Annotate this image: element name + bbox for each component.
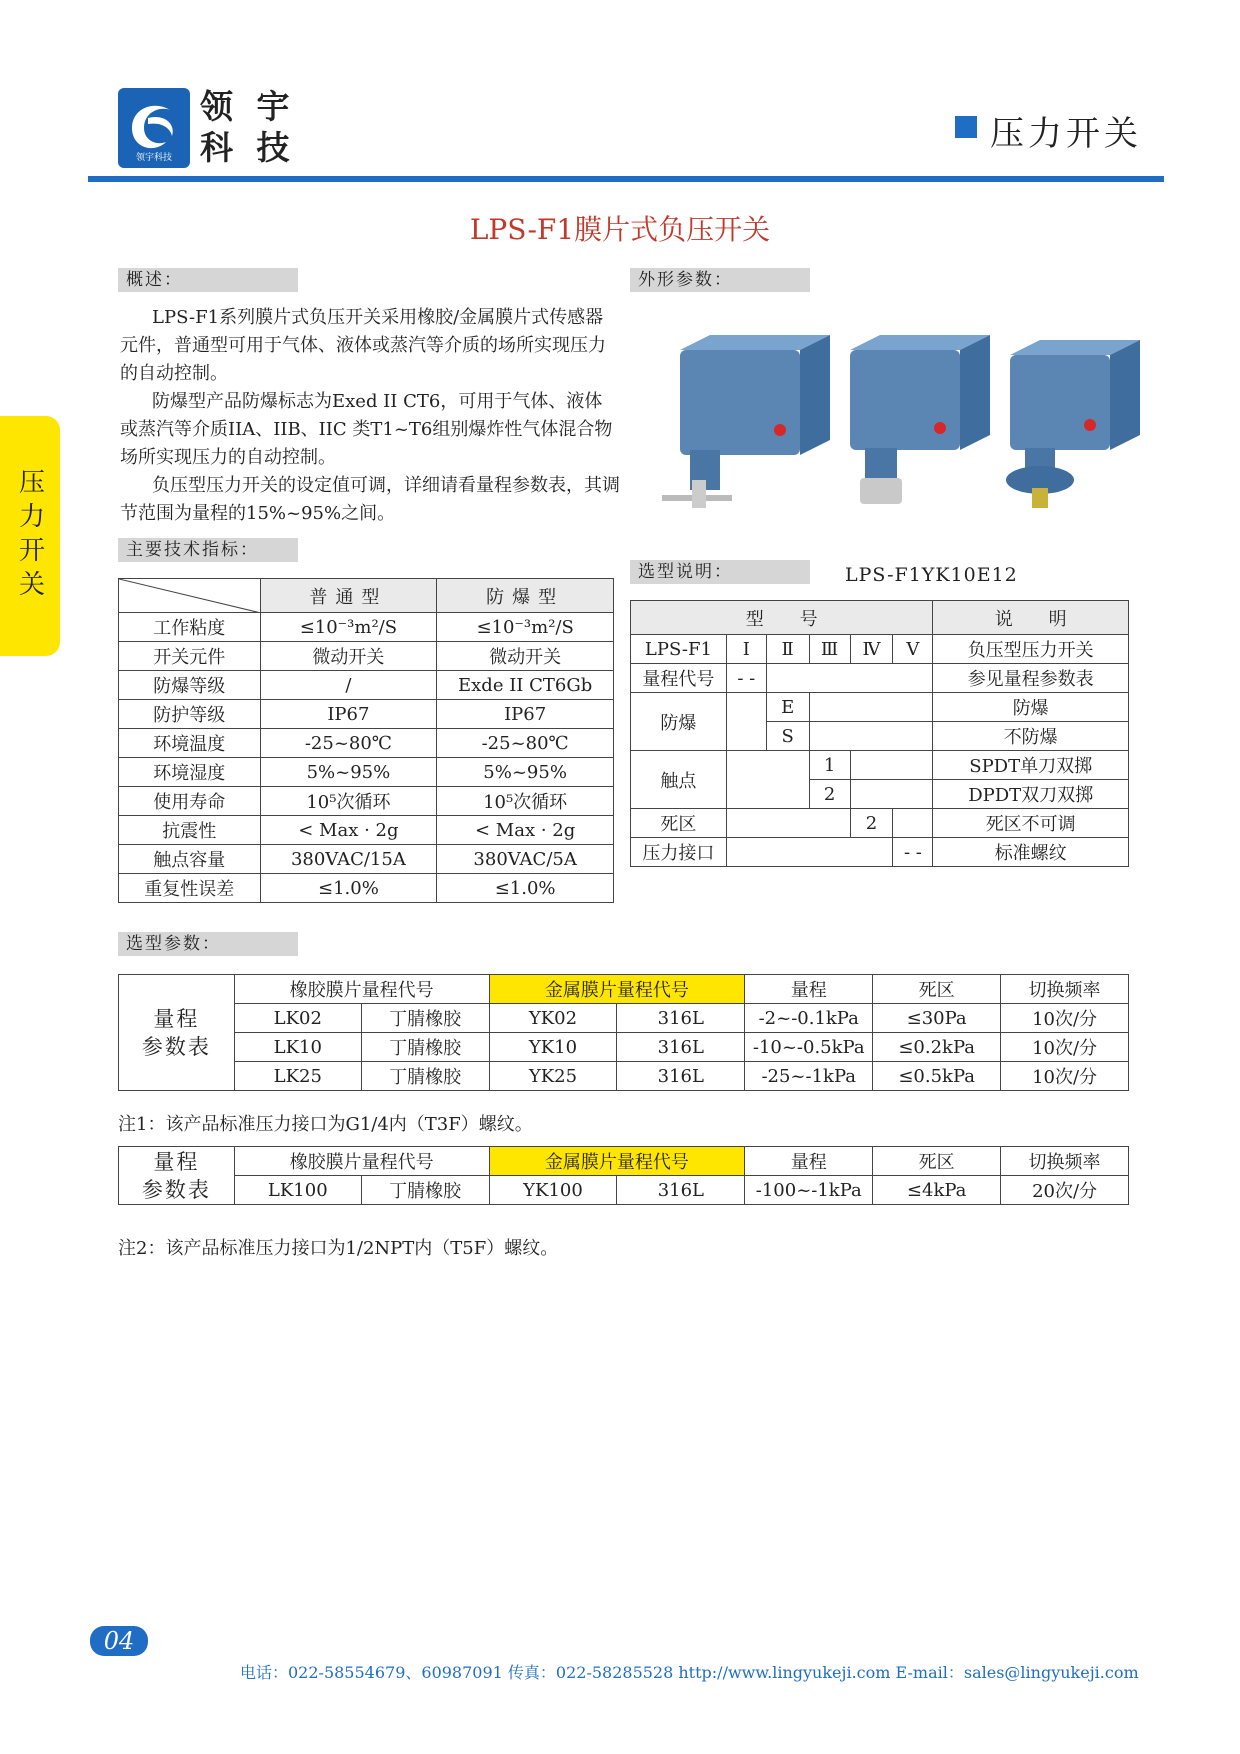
base-desc: 负压型压力开关 — [933, 635, 1129, 664]
header-frequency: 切换频率 — [1001, 975, 1129, 1004]
header-range: 量程 — [745, 975, 873, 1004]
metal-code: YK02 — [489, 1004, 617, 1033]
specs-corner-cell — [119, 579, 261, 613]
spec-value-normal: -25~80℃ — [260, 729, 437, 758]
side-tab — [0, 416, 60, 656]
deadband-label: 死区 — [631, 809, 727, 838]
deadband-value: ≤4kPa — [873, 1176, 1001, 1205]
company-logo — [118, 88, 190, 168]
page-title: LPS-F1膜片式负压开关 — [469, 213, 771, 246]
spec-name: 重复性误差 — [119, 874, 261, 903]
range-table-1 — [118, 974, 1129, 1091]
selection-header-model: 型 号 — [631, 601, 933, 635]
logo-wordmark — [200, 86, 296, 168]
spec-value-normal: < Max · 2g — [260, 816, 437, 845]
section-title: 压力开关 — [990, 114, 1142, 154]
header-divider — [88, 176, 1164, 182]
specs-header-explosion: 防爆型 — [437, 579, 614, 613]
specs-table — [118, 578, 614, 903]
range-side-line-2: 参数表 — [141, 1177, 211, 1202]
metal-material: 316L — [617, 1176, 745, 1205]
header-rubber-code: 橡胶膜片量程代号 — [234, 975, 489, 1004]
overview-label: 概述： — [118, 268, 298, 292]
roman-2: Ⅱ — [766, 635, 809, 664]
overview-text — [120, 304, 620, 528]
spec-name: 使用寿命 — [119, 787, 261, 816]
header-range: 量程 — [745, 1147, 873, 1176]
rubber-material: 丁腈橡胶 — [361, 1004, 489, 1033]
range-value: -100~-1kPa — [745, 1176, 873, 1205]
note-2: 注2：该产品标准压力接口为1/2NPT内（T5F）螺纹。 — [118, 1238, 559, 1259]
deadband-value: ≤0.5kPa — [873, 1062, 1001, 1091]
model-base: LPS-F1 — [631, 635, 727, 664]
empty-cell — [726, 751, 809, 809]
rubber-code: LK02 — [234, 1004, 361, 1033]
port-mark: - - — [893, 838, 933, 867]
table-row — [119, 642, 614, 671]
metal-code: YK25 — [489, 1062, 617, 1091]
rubber-material: 丁腈橡胶 — [361, 1033, 489, 1062]
spec-value-normal: 10⁵次循环 — [260, 787, 437, 816]
selection-header-desc: 说 明 — [933, 601, 1129, 635]
header-metal-code: 金属膜片量程代号 — [489, 1147, 745, 1176]
spec-value-normal: ≤1.0% — [260, 874, 437, 903]
table-row — [119, 671, 614, 700]
table-row — [119, 787, 614, 816]
header-deadband: 死区 — [873, 1147, 1001, 1176]
deadband-value: ≤0.2kPa — [873, 1033, 1001, 1062]
table-row — [119, 613, 614, 642]
deadband-value: ≤30Pa — [873, 1004, 1001, 1033]
logo-line-2: 科 技 — [200, 128, 296, 167]
params-label: 选型参数： — [118, 932, 298, 956]
header-frequency: 切换频率 — [1001, 1147, 1129, 1176]
roman-4: Ⅳ — [850, 635, 893, 664]
overview-para-3: 负压型压力开关的设定值可调，详细请看量程参数表，其调节范围为量程的15%~95%之间。 — [120, 475, 620, 524]
spec-value-normal: 微动开关 — [260, 642, 437, 671]
table-row — [631, 751, 1129, 780]
contact-2-desc: DPDT双刀双掷 — [933, 780, 1129, 809]
header-rubber-code: 橡胶膜片量程代号 — [234, 1147, 489, 1176]
header-deadband: 死区 — [873, 975, 1001, 1004]
product-image-1 — [662, 335, 830, 508]
spec-name: 触点容量 — [119, 845, 261, 874]
spec-value-explosion: IP67 — [437, 700, 614, 729]
empty-cell — [809, 693, 933, 722]
range-table-side — [119, 1147, 235, 1205]
spec-name: 环境温度 — [119, 729, 261, 758]
spec-value-explosion: 380VAC/5A — [437, 845, 614, 874]
explosion-code-s: S — [766, 722, 809, 751]
roman-1: Ⅰ — [726, 635, 766, 664]
contact-code-1: 1 — [809, 751, 850, 780]
range-side-line-2: 参数表 — [141, 1034, 211, 1059]
spec-value-explosion: Exde II CT6Gb — [437, 671, 614, 700]
overview-para-1: LPS-F1系列膜片式负压开关采用橡胶/金属膜片式传感器元件，普通型可用于气体、液体或蒸汽等介质的场所实现压力的自动控制。 — [120, 307, 606, 384]
logo-small-text: 领宇科技 — [135, 153, 173, 163]
spec-value-explosion: < Max · 2g — [437, 816, 614, 845]
empty-cell — [809, 722, 933, 751]
range-table-2 — [118, 1146, 1129, 1205]
spec-value-explosion: -25~80℃ — [437, 729, 614, 758]
specs-label: 主要技术指标： — [118, 538, 298, 562]
frequency-value: 10次/分 — [1001, 1062, 1129, 1091]
section-square-icon — [955, 116, 977, 138]
overview-para-2: 防爆型产品防爆标志为Exed II CT6，可用于气体、液体或蒸汽等介质IIA、IIB、IIC 类T1~T6组别爆炸性气体混合物场所实现压力的自动控制。 — [120, 391, 613, 468]
range-side-line-1: 量程 — [153, 1006, 200, 1031]
spec-name: 抗震性 — [119, 816, 261, 845]
rubber-code: LK100 — [234, 1176, 361, 1205]
table-row — [119, 729, 614, 758]
metal-code: YK100 — [489, 1176, 617, 1205]
spec-name: 开关元件 — [119, 642, 261, 671]
empty-cell — [893, 809, 933, 838]
frequency-value: 20次/分 — [1001, 1176, 1129, 1205]
contact-code-2: 2 — [809, 780, 850, 809]
rubber-material: 丁腈橡胶 — [361, 1062, 489, 1091]
specs-header-normal: 普通型 — [260, 579, 437, 613]
metal-material: 316L — [617, 1062, 745, 1091]
empty-cell — [850, 751, 933, 780]
table-row — [119, 845, 614, 874]
table-row — [631, 809, 1129, 838]
model-example: LPS-F1YK10E12 — [845, 564, 1018, 586]
explosion-code-e: E — [766, 693, 809, 722]
rubber-code: LK10 — [234, 1033, 361, 1062]
frequency-value: 10次/分 — [1001, 1033, 1129, 1062]
roman-5: Ⅴ — [893, 635, 933, 664]
port-desc: 标准螺纹 — [933, 838, 1129, 867]
range-table-side — [119, 975, 235, 1091]
contact-1-desc: SPDT单刀双掷 — [933, 751, 1129, 780]
spec-name: 防护等级 — [119, 700, 261, 729]
metal-material: 316L — [617, 1033, 745, 1062]
table-row — [631, 693, 1129, 722]
contact-label: 触点 — [631, 751, 727, 809]
selection-label: 选型说明： — [630, 560, 810, 584]
appearance-label: 外形参数： — [630, 268, 810, 292]
table-row — [631, 664, 1129, 693]
table-row — [119, 1033, 1129, 1062]
metal-code: YK10 — [489, 1033, 617, 1062]
deadband-code: 2 — [850, 809, 893, 838]
page-number: 04 — [90, 1626, 148, 1656]
range-side-line-1: 量程 — [153, 1149, 200, 1174]
selection-table — [630, 600, 1129, 867]
empty-cell — [766, 664, 933, 693]
spec-value-normal: / — [260, 671, 437, 700]
frequency-value: 10次/分 — [1001, 1004, 1129, 1033]
empty-cell — [726, 838, 893, 867]
product-image-2 — [850, 335, 990, 504]
deadband-desc: 死区不可调 — [933, 809, 1129, 838]
table-row — [631, 838, 1129, 867]
spec-name: 防爆等级 — [119, 671, 261, 700]
table-row — [119, 1176, 1129, 1205]
port-label: 压力接口 — [631, 838, 727, 867]
product-photos — [640, 330, 1140, 530]
note-1: 注1：该产品标准压力接口为G1/4内（T3F）螺纹。 — [118, 1114, 533, 1135]
explosion-s-desc: 不防爆 — [933, 722, 1129, 751]
range-code-label: 量程代号 — [631, 664, 727, 693]
range-code-mark: - - — [726, 664, 766, 693]
range-value: -25~-1kPa — [745, 1062, 873, 1091]
rubber-material: 丁腈橡胶 — [361, 1176, 489, 1205]
table-row — [119, 816, 614, 845]
table-row — [119, 874, 614, 903]
spec-value-explosion: 微动开关 — [437, 642, 614, 671]
table-row — [119, 700, 614, 729]
table-row — [119, 1004, 1129, 1033]
empty-cell — [726, 693, 766, 751]
spec-value-explosion: ≤10⁻³m²/S — [437, 613, 614, 642]
spec-value-normal: ≤10⁻³m²/S — [260, 613, 437, 642]
header-metal-code: 金属膜片量程代号 — [489, 975, 745, 1004]
range-value: -2~-0.1kPa — [745, 1004, 873, 1033]
product-image-3 — [1006, 340, 1140, 508]
range-value: -10~-0.5kPa — [745, 1033, 873, 1062]
spec-name: 环境湿度 — [119, 758, 261, 787]
table-row — [119, 1062, 1129, 1091]
rubber-code: LK25 — [234, 1062, 361, 1091]
spec-value-normal: 380VAC/15A — [260, 845, 437, 874]
spec-value-explosion: 5%~95% — [437, 758, 614, 787]
side-tab-label: 压力开关 — [14, 468, 45, 604]
footer-contact: 电话：022-58554679、60987091 传真：022-58285528 http://www.lingyukeji.com E-mail：sales@lingyukeji.com — [240, 1663, 1139, 1682]
metal-material: 316L — [617, 1004, 745, 1033]
spec-value-normal: IP67 — [260, 700, 437, 729]
table-row — [631, 635, 1129, 664]
spec-value-explosion: 10⁵次循环 — [437, 787, 614, 816]
explosion-label: 防爆 — [631, 693, 727, 751]
explosion-e-desc: 防爆 — [933, 693, 1129, 722]
spec-value-explosion: ≤1.0% — [437, 874, 614, 903]
range-code-desc: 参见量程参数表 — [933, 664, 1129, 693]
logo-line-1: 领 宇 — [200, 87, 296, 126]
roman-3: Ⅲ — [809, 635, 850, 664]
empty-cell — [726, 809, 850, 838]
spec-value-normal: 5%~95% — [260, 758, 437, 787]
table-row — [119, 758, 614, 787]
spec-name: 工作粘度 — [119, 613, 261, 642]
empty-cell — [850, 780, 933, 809]
